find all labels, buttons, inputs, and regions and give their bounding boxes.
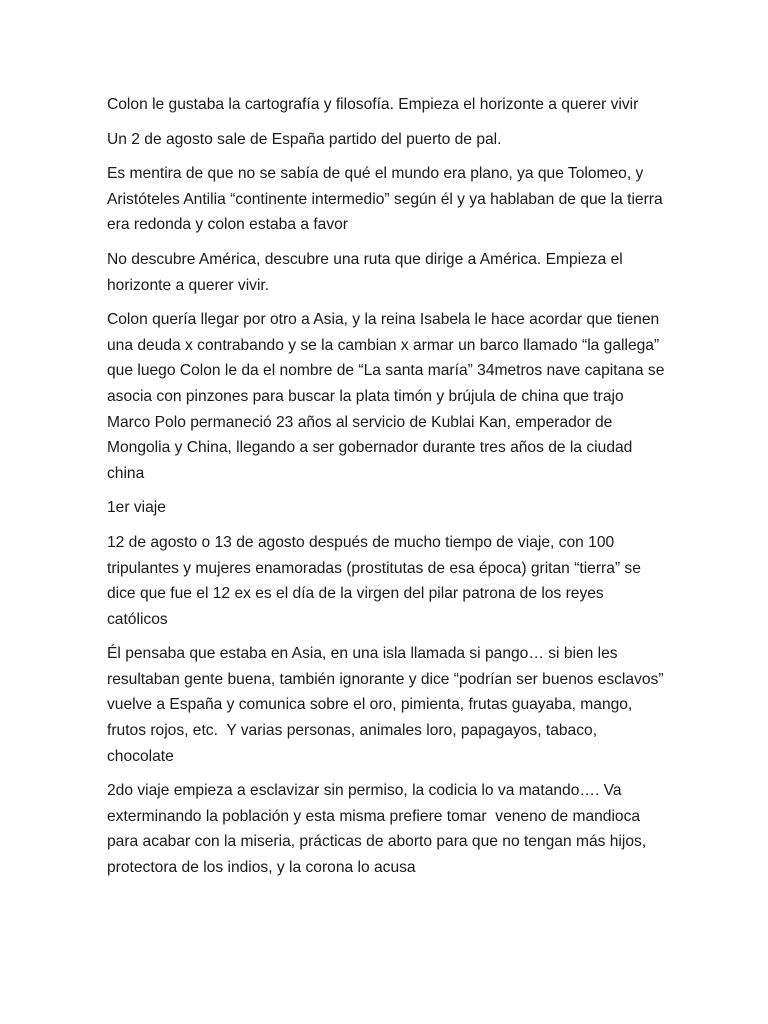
paragraph-7: 12 de agosto o 13 de agosto después de mucho tiempo de viaje, con 100 tripulantes y mujeres enamoradas (prostitutas de esa época) gritan “tierra” se dice que fue el 12 ex es el día de la virgen del pilar patrona de los reyes católicos: [107, 533, 646, 628]
document-page: [107, 92, 667, 890]
paragraph-5: Colon quería llegar por otro a Asia, y la reina Isabela le hace acordar que tienen una deuda x contrabando y se la cambian x armar un barco llamado “la gallega” que luego Colon le da el nombre de “La santa maría” 34metros nave capitana se asocia con pinzones para buscar la plata timón y brújula de china que trajo Marco Polo permaneció 23 años al servicio de Kublai Kan, emperador de Mongolia y China, llegando a ser gobernador durante tres años de la ciudad china: [107, 311, 669, 482]
paragraph-1: Colon le gustaba la cartografía y filosofía. Empieza el horizonte a querer vivir: [107, 96, 639, 113]
section-heading-1er-viaje: 1er viaje: [107, 499, 166, 517]
paragraph-3: Es mentira de que no se sabía de qué el mundo era plano, ya que Tolomeo, y Aristóteles Antilia “continente intermedio” según él y ya hablaban de que la tierra era redonda y colon estaba a favor: [107, 165, 667, 234]
paragraph-2: Un 2 de agosto sale de España partido del puerto de pal.: [107, 130, 502, 148]
paragraph-4: No descubre América, descubre una ruta que dirige a América. Empieza el horizonte a querer vivir.: [107, 250, 628, 294]
paragraph-8: Él pensaba que estaba en Asia, en una isla llamada si pango… si bien les resultaban gente buena, también ignorante y dice “podrían ser buenos esclavos” vuelve a España y comunica sobre el oro, pimienta, frutas guayaba, mango, frutos rojos, etc. Y varias personas, animales loro, papagayos, tabaco, chocolate: [107, 645, 668, 765]
paragraph-9: 2do viaje empieza a esclavizar sin permiso, la codicia lo va matando…. Va exterminando la población y esta misma prefiere tomar veneno de mandioca para acabar con la miseria, prácticas de aborto para que no tengan más hijos, protectora de los indios, y la corona lo acusa: [107, 782, 651, 877]
